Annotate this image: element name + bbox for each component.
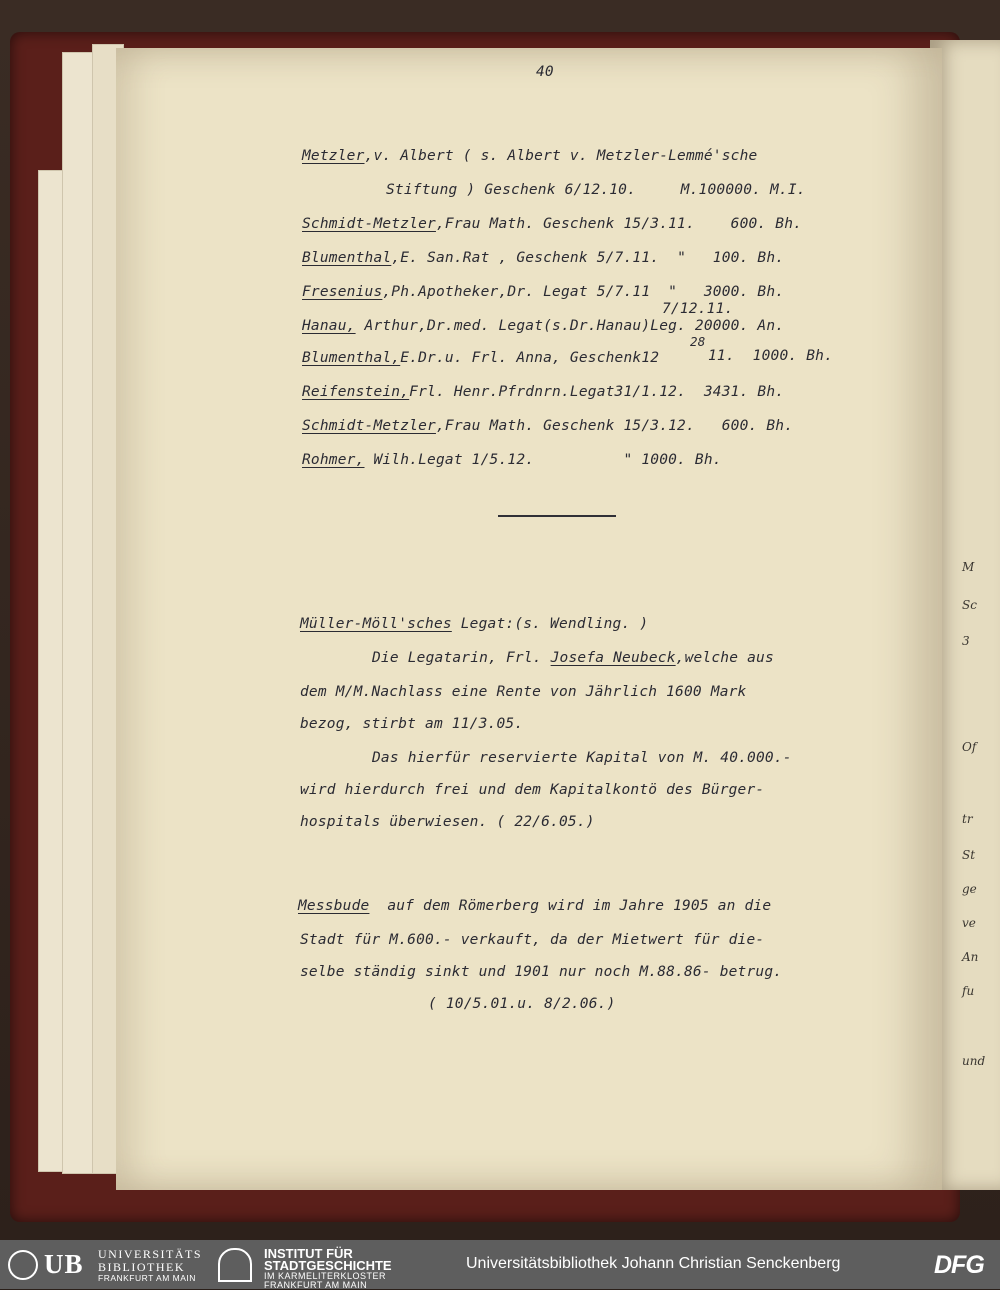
facing-text: und	[962, 1054, 986, 1068]
messbude-line: ( 10/5.01.u. 8/2.06.)	[428, 996, 616, 1012]
facing-text: 3	[962, 634, 970, 648]
mueller-line: wird hierdurch frei und dem Kapitalkontö des Bürger-	[300, 782, 765, 798]
messbude-line: Stadt für M.600.- verkauft, da der Mietwert für die-	[300, 932, 765, 948]
library-name: Universitätsbibliothek Johann Christian Senckenberg	[466, 1255, 841, 1272]
facing-text: Of	[962, 740, 977, 754]
ub-name-line: BIBLIOTHEK	[98, 1260, 185, 1274]
mueller-line: Das hierfür reservierte Kapital von M. 40.000.-	[372, 750, 792, 766]
entry-line: Stiftung ) Geschenk 6/12.10. M.100000. M.I.	[386, 182, 806, 198]
isg-logo-icon	[218, 1248, 252, 1282]
facing-text: St	[962, 848, 976, 862]
page-number: 40	[536, 64, 554, 80]
entry-line: Rohmer, Wilh.Legat 1/5.12. " 1000. Bh.	[302, 452, 722, 468]
footer-bar	[0, 1240, 1000, 1289]
section-divider	[498, 515, 616, 517]
entry-line: Schmidt-Metzler,Frau Math. Geschenk 15/3.12. 600. Bh.	[302, 418, 794, 434]
facing-text: An	[962, 950, 979, 964]
ub-name-line: FRANKFURT AM MAIN	[98, 1273, 196, 1283]
entry-line: Reifenstein,Frl. Henr.Pfrdnrn.Legat31/1.12. 3431. Bh.	[302, 384, 785, 400]
facing-text: fu	[962, 984, 975, 998]
entry-line: Fresenius,Ph.Apotheker,Dr. Legat 5/7.11 " 3000. Bh.	[302, 284, 785, 300]
isg-name-line: INSTITUT FÜR	[264, 1246, 353, 1261]
facing-text: Sc	[962, 598, 977, 612]
mueller-line: Die Legatarin, Frl. Josefa Neubeck,welche aus	[372, 650, 774, 666]
entry-line: Blumenthal,E.Dr.u. Frl. Anna, Geschenk12	[302, 350, 660, 366]
mueller-heading: Müller-Möll'sches Legat:(s. Wendling. )	[300, 616, 649, 632]
facing-text: tr	[962, 812, 973, 826]
facing-text: ve	[962, 916, 976, 930]
ub-logo: UB	[44, 1249, 84, 1279]
facing-text: M	[962, 560, 975, 574]
entry-line: Blumenthal,E. San.Rat , Geschenk 5/7.11. " 100. Bh.	[302, 250, 785, 266]
isg-name-line: IM KARMELITERKLOSTER	[264, 1271, 387, 1281]
isg-name-line: STADTGESCHICHTE	[264, 1258, 392, 1273]
entry-line: Schmidt-Metzler,Frau Math. Geschenk 15/3.11. 600. Bh.	[302, 216, 803, 232]
messbude-line: selbe ständig sinkt und 1901 nur noch M.88.86- betrug.	[300, 964, 783, 980]
entry-amount: 11. 1000. Bh.	[708, 348, 834, 364]
entry-date-note: 7/12.11.	[662, 301, 734, 317]
mueller-line: bezog, stirbt am 11/3.05.	[300, 716, 524, 732]
dfg-logo: DFG	[934, 1251, 984, 1279]
mueller-line: hospitals überwiesen. ( 22/6.05.)	[300, 814, 595, 830]
entry-line: Metzler,v. Albert ( s. Albert v. Metzler-Lemmé'sche	[302, 148, 758, 164]
ub-seal-icon	[8, 1250, 38, 1280]
isg-name-line: FRANKFURT AM MAIN	[264, 1280, 368, 1290]
ub-name-line: UNIVERSITÄTS	[98, 1247, 202, 1261]
mueller-line: dem M/M.Nachlass eine Rente von Jährlich 1600 Mark	[300, 684, 747, 700]
messbude-line: Messbude auf dem Römerberg wird im Jahre 1905 an die	[298, 898, 772, 914]
entry-date-note: 28	[690, 334, 706, 349]
facing-text: ge	[962, 882, 977, 896]
entry-line: Hanau, Arthur,Dr.med. Legat(s.Dr.Hanau)Leg. 20000. An.	[302, 318, 785, 334]
